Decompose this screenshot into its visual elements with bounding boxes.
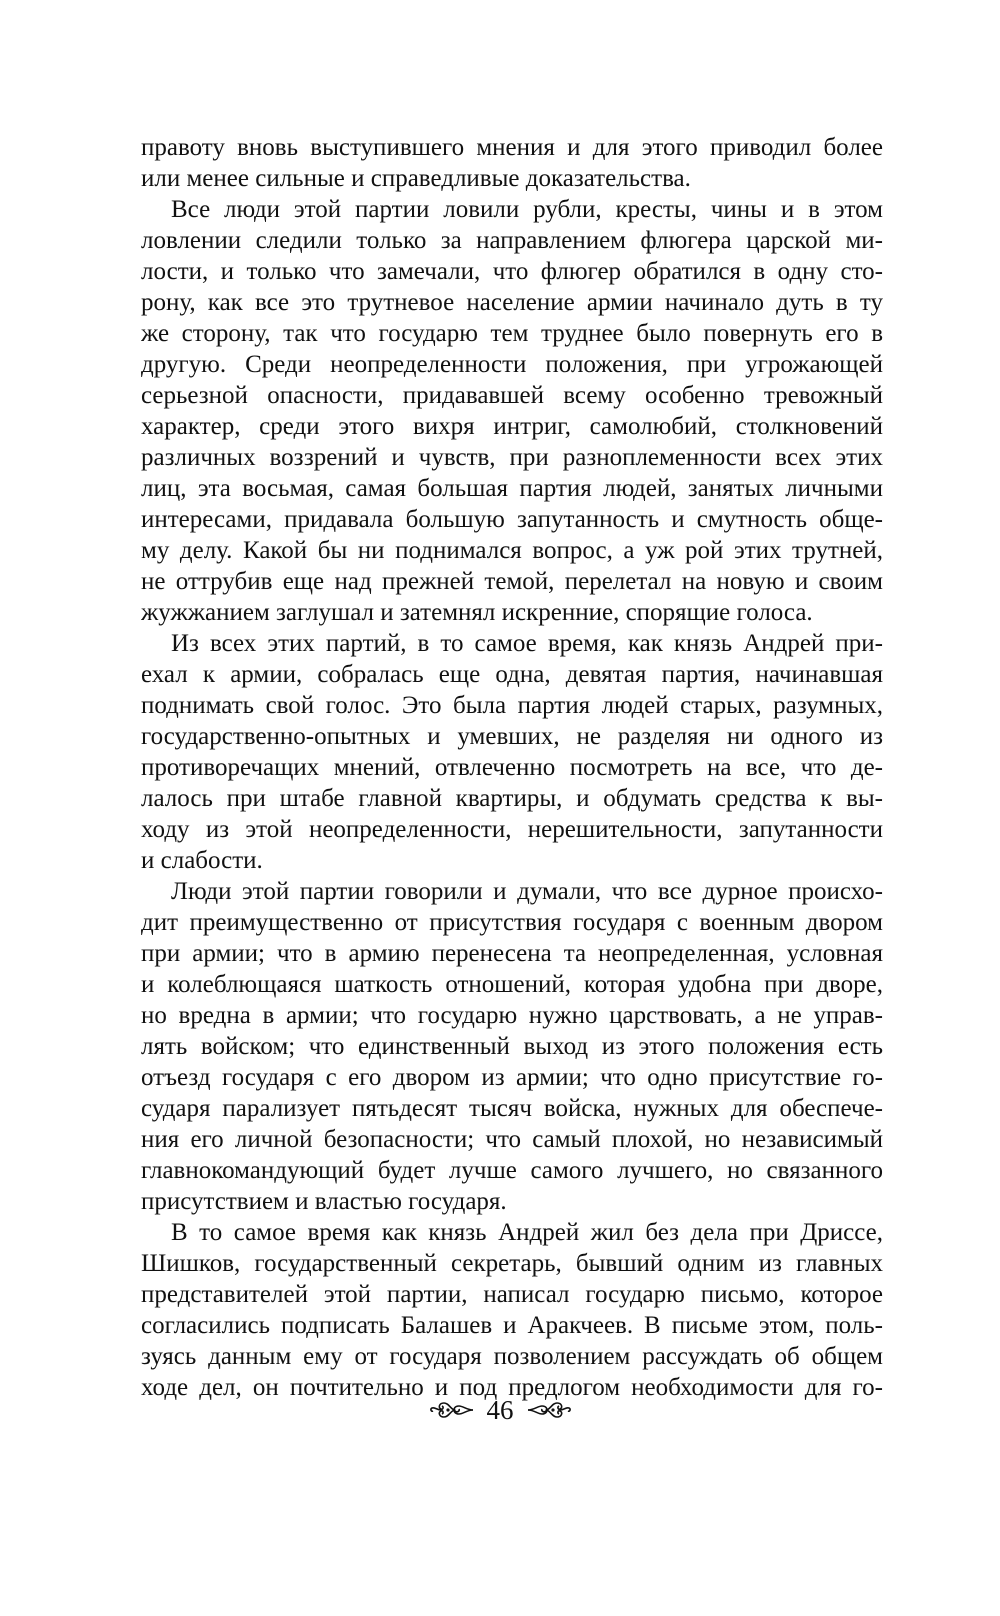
- page-number: 46: [486, 1395, 514, 1425]
- text-line: лиц, эта восьмая, самая большая партия людей, занятых личными: [141, 475, 883, 502]
- text-line: интересами, придавала большую запутанность и смутность обще-: [141, 506, 883, 533]
- text-line: сударя парализует пятьдесят тысяч войска, нужных для обеспече-: [141, 1095, 883, 1122]
- text-line: и слабости.: [141, 847, 263, 874]
- text-line: ехал к армии, собралась еще одна, девятая партия, начинавшая: [141, 661, 883, 688]
- text-line: не оттрубив еще над прежней темой, перелетал на новую и своим: [141, 568, 883, 595]
- text-line: лять войском; что единственный выход из этого положения есть: [141, 1033, 883, 1060]
- text-line: поднимать свой голос. Это была партия людей старых, разумных,: [141, 692, 883, 719]
- text-line: жужжанием заглушал и затемнял искренние, спорящие голоса.: [141, 599, 813, 626]
- left-flourish-ornament-icon: [429, 1395, 475, 1425]
- text-line: противоречащих мнений, отвлеченно посмотреть на все, что де-: [141, 754, 883, 781]
- text-line: отъезд государя с его двором из армии; что одно присутствие го-: [141, 1064, 883, 1091]
- text-line: Из всех этих партий, в то самое время, как князь Андрей при-: [171, 630, 883, 657]
- text-line: главнокомандующий будет лучше самого лучшего, но связанного: [141, 1157, 883, 1184]
- text-line: ловлении следили только за направлением флюгера царской ми-: [141, 227, 883, 254]
- text-line: другую. Среди неопределенности положения, при угрожающей: [141, 351, 883, 378]
- text-line: В то самое время как князь Андрей жил без дела при Дриссе,: [171, 1219, 883, 1246]
- text-line: характер, среди этого вихря интриг, самолюбий, столкновений: [141, 413, 883, 440]
- text-line: Люди этой партии говорили и думали, что все дурное происхо-: [171, 878, 883, 905]
- text-line: же сторону, так что государю тем труднее было повернуть его в: [141, 320, 883, 347]
- text-line: му делу. Какой бы ни поднимался вопрос, а уж рой этих трутней,: [141, 537, 883, 564]
- text-line: рону, как все это трутневое население армии начинало дуть в ту: [141, 289, 883, 316]
- text-line: Шишков, государственный секретарь, бывший одним из главных: [141, 1250, 883, 1277]
- page-footer: [0, 1390, 1000, 1430]
- text-line: ходу из этой неопределенности, нерешительности, запутанности: [141, 816, 883, 843]
- text-line: государственно-опытных и умевших, не разделяя ни одного из: [141, 723, 883, 750]
- text-line: или менее сильные и справедливые доказательства.: [141, 165, 691, 192]
- text-line: присутствием и властью государя.: [141, 1188, 507, 1215]
- right-flourish-ornament-icon: [526, 1395, 572, 1425]
- text-line: согласились подписать Балашев и Аракчеев. В письме этом, поль-: [141, 1312, 883, 1339]
- text-line: лалось при штабе главной квартиры, и обдумать средства к вы-: [141, 785, 883, 812]
- text-line: дит преимущественно от присутствия государя с военным двором: [141, 909, 883, 936]
- text-line: при армии; что в армию перенесена та неопределенная, условная: [141, 940, 883, 967]
- text-line: ходе дел, он почтительно и под предлогом необходимости для го-: [141, 1374, 883, 1401]
- text-line: зуясь данным ему от государя позволением рассуждать об общем: [141, 1343, 883, 1370]
- text-line: серьезной опасности, придававшей всему особенно тревожный: [141, 382, 883, 409]
- text-line: но вредна в армии; что государю нужно царствовать, а не управ-: [141, 1002, 883, 1029]
- text-line: правоту вновь выступившего мнения и для этого приводил более: [141, 134, 883, 161]
- text-line: Все люди этой партии ловили рубли, кресты, чины и в этом: [171, 196, 883, 223]
- text-line: различных воззрений и чувств, при разноплеменности всех этих: [141, 444, 883, 471]
- text-line: ния его личной безопасности; что самый плохой, но независимый: [141, 1126, 883, 1153]
- text-line: представителей этой партии, написал государю письмо, которое: [141, 1281, 883, 1308]
- text-line: лости, и только что замечали, что флюгер обратился в одну сто-: [141, 258, 883, 285]
- text-line: и колеблющаяся шаткость отношений, которая удобна при дворе,: [141, 971, 883, 998]
